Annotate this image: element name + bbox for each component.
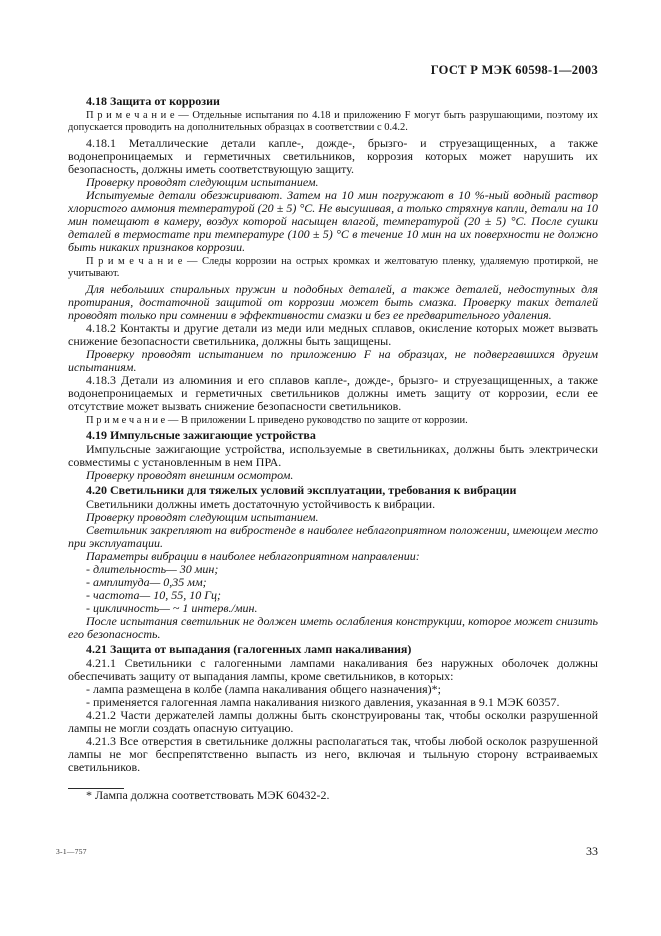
paragraph: - лампа размещена в колбе (лампа накаливания общего назначения)*; <box>86 682 441 697</box>
section-heading: 4.19 Импульсные зажигающие устройства <box>86 428 316 443</box>
paragraph: - частота— 10, 55, 10 Гц; <box>86 588 222 603</box>
paragraph: Проверку проводят следующим испытанием. <box>86 174 319 189</box>
paragraph: Проверку проводят внешним осмотром. <box>86 468 294 483</box>
document-body <box>68 95 598 774</box>
paragraph: - амплитуда— 0,35 мм; <box>86 575 207 590</box>
paragraph: Испытуемые детали обезжиривают. Затем на 10 мин погружают в 10 %-ный водный раствор хлористого аммония температурой (20 ± 5) °С. Не высушивая, а только стряхнув капли, детали на 10 мин помещают в камеру, воздух которой насыщен влагой, температурой (20 ± 5) °С. После сушки деталей в термостате при температуре (100 ± 5) °С в течение 10 мин на их поверхности не должно быть никаких признаков коррозии. <box>68 187 598 254</box>
printer-mark: 3-1—757 <box>56 847 87 856</box>
paragraph: Светильник закрепляют на вибростенде в наиболее неблагоприятном положении, имеющем место при эксплуатации. <box>68 523 598 551</box>
paragraph: После испытания светильник не должен иметь ослабления конструкции, которое может снизить его безопасность. <box>68 614 598 642</box>
paragraph: Параметры вибрации в наиболее неблагоприятном направлении: <box>86 549 420 564</box>
footnote-text: * Лампа должна соответствовать МЭК 60432-2. <box>86 788 330 803</box>
paragraph: 4.18.1 Металлические детали капле-, дожде-, брызго- и струезащищенных, а также водонепроницаемых и герметичных светильников, коррозия которых может нарушить их безопасность, должны иметь соответствующую защиту. <box>68 135 598 176</box>
paragraph: - длительность— 30 мин; <box>86 562 219 577</box>
paragraph: Проверку проводят следующим испытанием. <box>86 510 319 525</box>
section-heading: 4.18 Защита от коррозии <box>86 94 220 108</box>
paragraph: 4.21.1 Светильники с галогенными лампами накаливания без наружных оболочек должны обеспечивать защиту от выпадания лампы, кроме светильников, в которых: <box>68 656 598 684</box>
paragraph: 4.21.3 Все отверстия в светильнике должны располагаться так, чтобы любой осколок разрушенной лампы не мог беспрепятственно выпасть из него, включая и тыльную сторону встраиваемых светильников. <box>68 734 598 775</box>
paragraph: Светильники должны иметь достаточную устойчивость к вибрации. <box>86 497 436 512</box>
section-heading: 4.21 Защита от выпадания (галогенных ламп накаливания) <box>86 642 412 657</box>
text-block <box>68 64 598 802</box>
page-number: 33 <box>586 844 598 858</box>
paragraph: Импульсные зажигающие устройства, используемые в светильниках, должны быть электрически совместимы с установленным в нем ПРА. <box>68 442 598 470</box>
paragraph: 4.18.2 Контакты и другие детали из меди или медных сплавов, окисление которых может вызвать снижение безопасности светильника, должны быть защищены. <box>68 320 598 348</box>
paragraph: - цикличность— ~ 1 интерв./мин. <box>86 601 258 616</box>
paragraph: - применяется галогенная лампа накаливания низкого давления, указанная в 9.1 МЭК 60357. <box>86 695 560 710</box>
document-header-standard-number: ГОСТ Р МЭК 60598-1—2003 <box>430 63 598 77</box>
paragraph: Проверку проводят испытанием по приложению F на образцах, не подвергавшихся другим испытаниям. <box>68 346 598 374</box>
section-heading: 4.20 Светильники для тяжелых условий эксплуатации, требования к вибрации <box>86 483 517 498</box>
paragraph: 4.21.2 Части держателей лампы должны быть сконструированы так, чтобы осколки разрушенной лампы не могли создать опасную ситуацию. <box>68 708 598 736</box>
paragraph: Для небольших спиральных пружин и подобных деталей, а также деталей, недоступных для протирания, достаточной защитой от коррозии может быть смазка. Проверку таких деталей проводят только при сомнении в эффективности смазки и без ее предварительного удаления. <box>68 281 598 322</box>
paragraph: П р и м е ч а н и е — Отдельные испытания по 4.18 и приложению F могут быть разрушающими, поэтому их допускается проводить на дополнительных образцах в соответствии с 0.4.2. <box>68 110 598 134</box>
paragraph: П р и м е ч а н и е — В приложении L приведено руководство по защите от коррозии. <box>86 414 468 426</box>
paragraph: 4.18.3 Детали из алюминия и его сплавов капле-, дожде-, брызго- и струезащищенных, а также водонепроницаемых и герметичных светильников должны иметь защиту от коррозии, если ее отсутствие может вызвать снижение безопасности светильников. <box>68 372 598 413</box>
paragraph: П р и м е ч а н и е — Следы коррозии на острых кромках и желтоватую пленку, удаляемую протиркой, не учитывают. <box>68 255 598 280</box>
